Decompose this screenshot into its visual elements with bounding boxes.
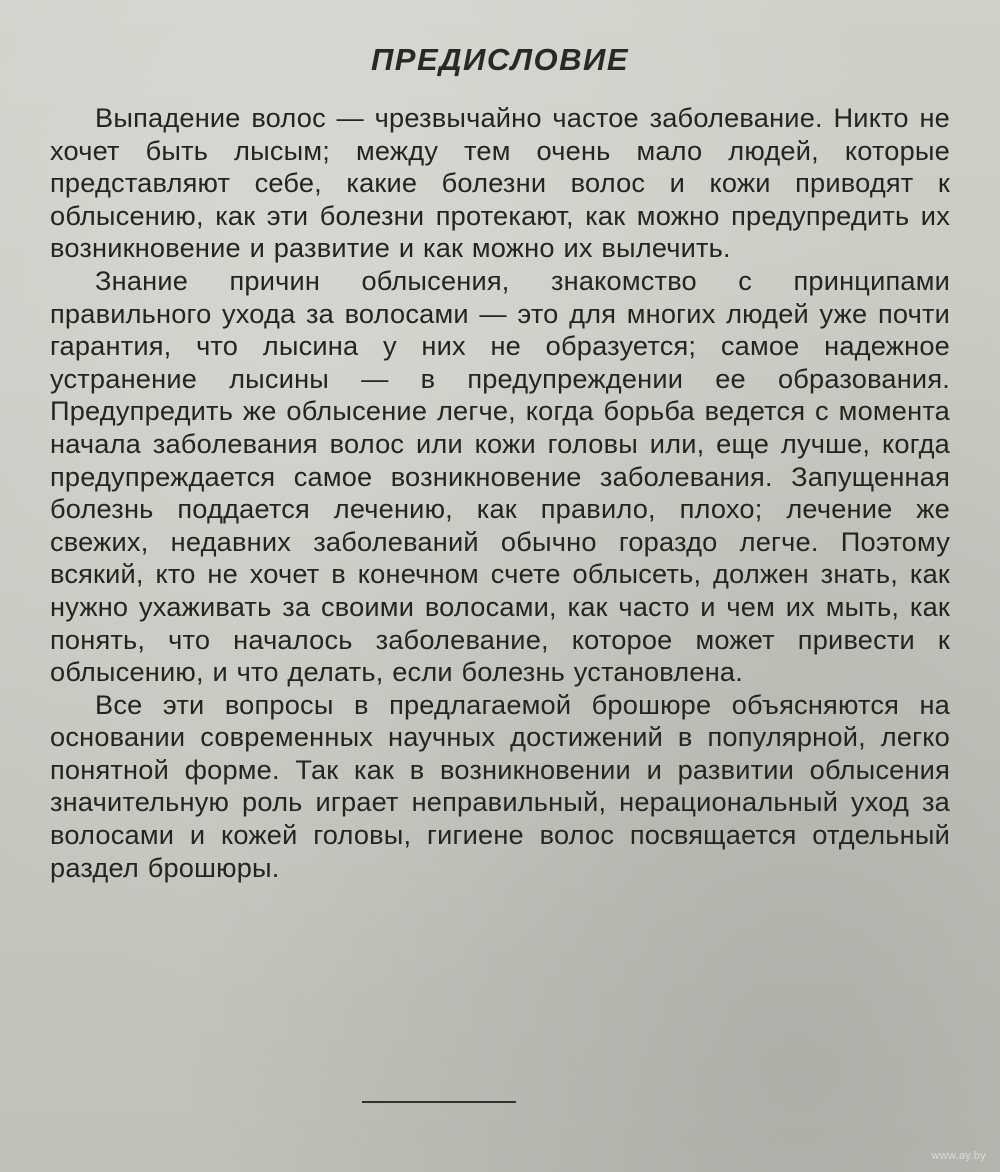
watermark: www.ay.by bbox=[931, 1150, 986, 1162]
paragraph-2: Знание причин облысения, знакомство с принципами правильного ухода за волосами — это для многих людей уже почти гарантия, что лысина у них не образуется; самое надежное устранение лысины — в предупреждении ее образования. Предупредить же облысение легче, когда борьба ведется с момента начала заболевания волос или кожи головы или, еще лучше, когда предупреждается самое возникновение заболевания. Запущенная болезнь поддается лечению, как правило, плохо; лечение же свежих, недавних заболеваний обычно гораздо легче. Поэтому всякий, кто не хочет в конечном счете облысеть, должен знать, как нужно ухаживать за своими волосами, как часто и чем их мыть, как понять, что началось заболевание, которое может привести к облысению, и что делать, если болезнь установлена. bbox=[50, 264, 950, 688]
body-text bbox=[50, 102, 950, 884]
paragraph-3: Все эти вопросы в предлагаемой брошюре объясняются на основании современных научных достижений в популярной, легко понятной форме. Так как в возникновении и развитии облысения значительную роль играет неправильный, нерациональный уход за волосами и кожей головы, гигиене волос посвящается отдельный раздел брошюры. bbox=[50, 688, 950, 883]
paragraph-1: Выпадение волос — чрезвычайно частое заболевание. Никто не хочет быть лысым; между тем очень мало людей, которые представляют себе, какие болезни волос и кожи приводят к облысению, как эти болезни протекают, как можно предупредить их возникновение и развитие и как можно их вылечить. bbox=[50, 102, 950, 264]
page-title: ПРЕДИСЛОВИЕ bbox=[371, 42, 629, 77]
book-page bbox=[50, 36, 950, 1166]
section-end-rule bbox=[362, 1101, 516, 1103]
